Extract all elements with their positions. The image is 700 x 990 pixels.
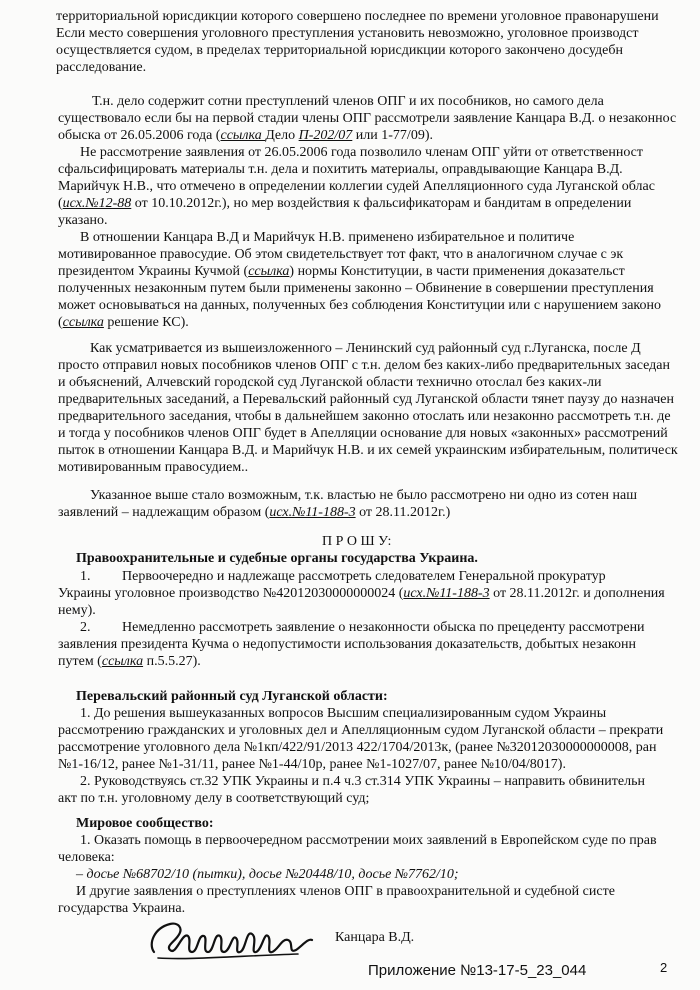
text-line [58, 110, 676, 127]
text-run: президентом Украины Кучмой ( [58, 264, 249, 279]
reference-link[interactable]: ссылка [62, 315, 104, 330]
text-line [58, 849, 115, 866]
text-line [58, 314, 189, 331]
text-run: просто отправил новых пособников членов ОПГ с т.н. делом без каких-либо предварительных заседан [58, 358, 671, 373]
text-run: существовало если бы на первой стадии члены ОПГ рассмотрели заявление Канцара В.Д. о незаконнос [58, 111, 677, 126]
text-line [80, 832, 657, 849]
text-line [58, 636, 636, 653]
text-run: Как усматривается из вышеизложенного – Ленинский суд районный суд г.Луганска, после Д [90, 341, 641, 356]
text-run: акт по т.н. уголовному делу в соответствующий суд; [58, 791, 370, 806]
signer-name: Канцара В.Д. [335, 930, 415, 945]
text-run: и тогда у пособников членов ОПГ будет в Апелляции основание для новых «законных» рассмотрений [58, 426, 668, 441]
text-run: рассмотрению гражданских и уголовных дел и Апелляционным судом Луганской области – прекрати [58, 723, 664, 738]
text-run: Т.н. дело содержит сотни преступлений членов ОПГ и их пособников, но самого дела [92, 94, 604, 109]
text-line [58, 408, 671, 425]
text-run: заявлений – надлежащим образом ( [58, 505, 270, 520]
text-line [58, 722, 663, 739]
text-line [58, 442, 678, 459]
reference-link[interactable]: ссылка [220, 128, 266, 143]
text-line [58, 263, 625, 280]
text-line [58, 425, 668, 442]
text-line [58, 127, 433, 144]
text-line [80, 144, 643, 161]
text-run: указано. [58, 213, 108, 228]
text-run: – досье №68702/10 (пытки), досье №20448/10, досье №7762/10; [76, 867, 459, 882]
text-run: Марийчук Н.В., что отмечено в определении коллегии судей Апелляционного суда Луганской облас [58, 179, 655, 194]
reference-link[interactable]: исх.№12-88 [62, 196, 132, 211]
text-line [58, 246, 623, 263]
text-line [56, 42, 623, 59]
text-line [58, 585, 665, 602]
reference-link[interactable]: П-202/07 [298, 128, 353, 143]
text-line [58, 297, 661, 314]
text-run: 1. До решения вышеуказанных вопросов Высшим специализированным судом Украины [80, 706, 607, 721]
text-run: ( [58, 315, 63, 330]
text-run: Мировое сообщество: [76, 816, 214, 831]
text-run: может основываться на данных, полученных без соблюдения Конституции или с нарушением законо [58, 298, 661, 313]
text-run: нему). [58, 603, 96, 618]
text-line [58, 195, 631, 212]
text-run: И другие заявления о преступлениях членов ОПГ в правоохранительной и судебной систе [76, 884, 615, 899]
text-run: 2. Руководствуясь ст.32 УПК Украины и п.4 ч.3 ст.314 УПК Украины – направить обвинительн [80, 774, 645, 789]
text-line [58, 391, 674, 408]
handwritten-signature [148, 914, 316, 966]
text-line [56, 59, 146, 76]
text-run: решение КС). [103, 315, 189, 330]
text-line [58, 161, 623, 178]
text-run: №1-16/12, ранее №1-31/11, ранее №1-44/10р, ранее №1-1027/07, ранее №10/04/8017). [58, 757, 566, 772]
text-line [322, 533, 391, 550]
text-run: государства Украина. [58, 901, 186, 916]
text-line [58, 178, 655, 195]
text-run: заявления президента Кучма о недопустимости использования доказательств, добытых незаконн [58, 637, 636, 652]
text-run: расследование. [56, 60, 147, 75]
text-run: ( [58, 196, 63, 211]
text-line [76, 550, 478, 567]
text-run: п.5.5.27). [143, 654, 201, 669]
text-run: от 28.11.2012г.) [355, 505, 451, 520]
reference-link[interactable]: исх.№11-188-3 [403, 586, 490, 601]
text-line [58, 756, 566, 773]
text-line [76, 815, 214, 832]
text-run: пыток в отношении Канцара В.Д. и Марийчук Н.В. и их семей украинским избирательным, политическ [58, 443, 678, 458]
text-run: Дело [265, 128, 299, 143]
text-run: предварительного заседания, чтобы в дальнейшем законно отослать или незаконно рассмотреть т.н. де [58, 409, 671, 424]
text-run: от 28.11.2012г. и дополнения [489, 586, 665, 601]
text-line [58, 212, 108, 229]
text-run: и объяснений, Алчевский городской суд Луганской области технично отослал без каких-ли [58, 375, 602, 390]
text-line [58, 739, 657, 756]
text-run: мотивированным правосудием.. [58, 460, 249, 475]
text-line [80, 568, 606, 585]
text-run: от 10.10.2012г.), но мер воздействия к фальсификаторам и бандитам в определении [131, 196, 632, 211]
appendix-reference: Приложение №13-17-5_23_044 [368, 962, 587, 979]
text-run: предварительных заседаний, а Перевальский районный суд Луганской области тянет паузу до назначен [58, 392, 674, 407]
text-line [58, 459, 248, 476]
text-line [80, 229, 574, 246]
text-run: Если место совершения уголовного преступления установить невозможно, уголовное производст [56, 26, 639, 41]
text-run: 2. Немедленно рассмотреть заявление о незаконности обыска по прецеденту рассмотрени [80, 620, 645, 635]
text-run: ) нормы Конституции, в части применения доказательст [289, 264, 625, 279]
text-run: Правоохранительные и судебные органы государства Украина. [76, 551, 478, 566]
reference-link[interactable]: исх.№11-188-3 [269, 505, 356, 520]
text-line [76, 866, 459, 883]
text-run: путем ( [58, 654, 102, 669]
text-line [80, 705, 606, 722]
text-run: рассмотрение уголовного дела №1кп/422/91/2013 422/1704/2013к, (ранее №32012030000000008, ран [58, 740, 657, 755]
text-line [92, 93, 604, 110]
text-line [90, 340, 641, 357]
text-run: полученных незаконным путем были применены законно – Обвинение в совершении преступления [58, 281, 654, 296]
text-line [58, 357, 670, 374]
reference-link[interactable]: ссылка [101, 654, 144, 669]
text-run: Перевальский районный суд Луганской области: [76, 689, 388, 704]
text-line [90, 487, 637, 504]
text-run: территориальной юрисдикции которого совершено последнее по времени уголовное правонарушени [56, 9, 659, 24]
text-run: обыска от 26.05.2006 года ( [58, 128, 221, 143]
text-line [58, 374, 601, 391]
text-line [58, 653, 201, 670]
text-line [56, 25, 639, 42]
text-run: Указанное выше стало возможным, т.к. властью не было рассмотрено ни одно из сотен наш [90, 488, 637, 503]
text-line [56, 8, 659, 25]
reference-link[interactable]: ссылка [248, 264, 290, 279]
text-run: 1. Первоочередно и надлежаще рассмотреть следователем Генеральной прокуратур [80, 569, 606, 584]
text-run: Не рассмотрение заявления от 26.05.2006 года позволило членам ОПГ уйти от ответственност [80, 145, 644, 160]
text-run: осуществляется судом, в пределах территориальной юрисдикции которого закончено досудебн [56, 43, 623, 58]
text-line [76, 883, 615, 900]
text-run: сфальсифицировать материалы т.н. дела и похитить материалы, оправдывающие Канцара В.Д. [58, 162, 623, 177]
text-run: Украины уголовное производство №42012030000000024 ( [58, 586, 404, 601]
text-run: человека: [58, 850, 115, 865]
text-run: 1. Оказать помощь в первоочередном рассмотрении моих заявлений в Европейском суде по прав [80, 833, 657, 848]
text-line [76, 688, 388, 705]
text-line [58, 790, 369, 807]
text-line [80, 619, 645, 636]
text-run: П Р О Ш У: [322, 534, 392, 549]
text-line [58, 504, 450, 521]
text-run: или 1-77/09). [352, 128, 433, 143]
text-line [80, 773, 645, 790]
text-run: мотивированное правосудие. Об этом свидетельствует тот факт, что в аналогичном случае с эк [58, 247, 624, 262]
text-line [58, 602, 96, 619]
text-line [58, 280, 654, 297]
text-run: В отношении Канцара В.Д и Марийчук Н.В. применено избирательное и политиче [80, 230, 575, 245]
page-number: 2 [660, 960, 668, 975]
